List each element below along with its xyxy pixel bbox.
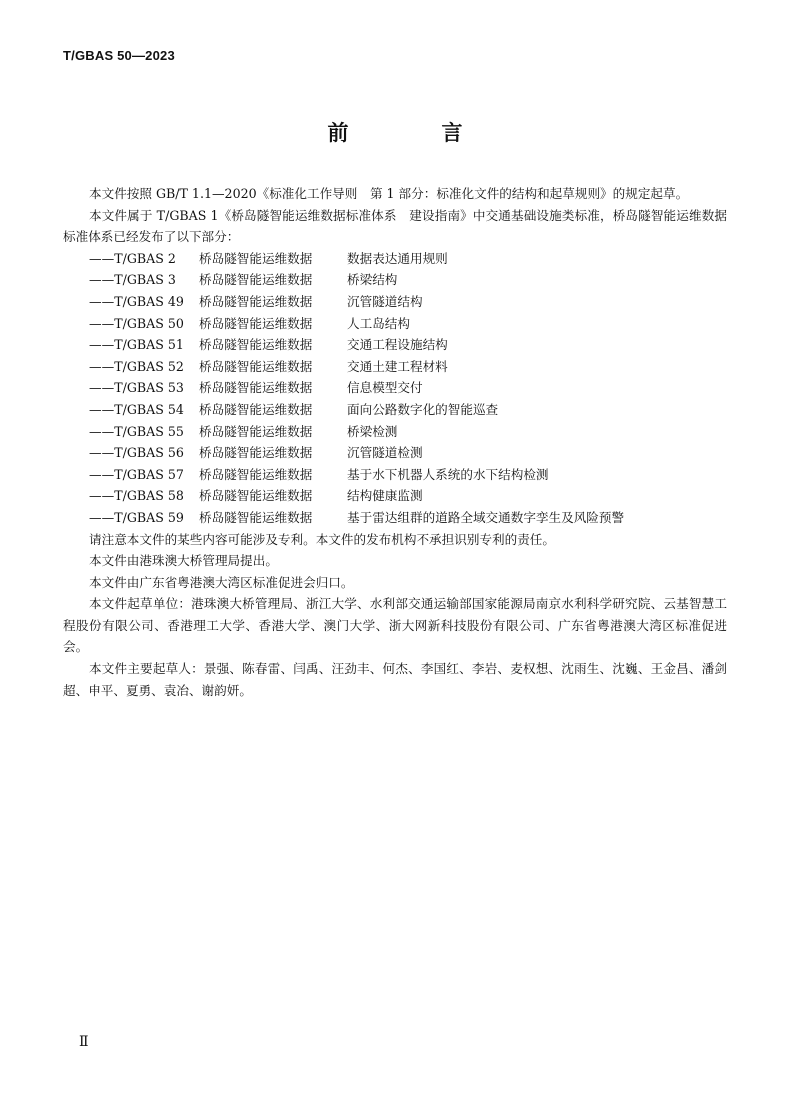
standard-code: ——T/GBAS 2 xyxy=(89,250,176,266)
standard-series: 桥岛隧智能运维数据 xyxy=(199,250,313,266)
standard-series: 桥岛隧智能运维数据 xyxy=(199,315,313,331)
list-item xyxy=(63,485,727,507)
standard-code: ——T/GBAS 59 xyxy=(89,509,184,525)
standard-code: ——T/GBAS 50 xyxy=(89,315,184,331)
list-item xyxy=(63,334,727,356)
document-body xyxy=(63,183,727,701)
standard-title: 结构健康监测 xyxy=(347,488,423,504)
paragraph: 本文件按照 GB/T 1.1—2020《标准化工作导则 第 1 部分：标准化文件的结构和起草规则》的规定起草。 xyxy=(89,186,689,201)
standard-code: ——T/GBAS 53 xyxy=(89,380,184,396)
list-item xyxy=(63,442,727,464)
standard-code: ——T/GBAS 58 xyxy=(89,488,184,504)
standard-code: ——T/GBAS 55 xyxy=(89,423,184,439)
administrator-statement: 本文件由广东省粤港澳大湾区标准促进会归口。 xyxy=(89,574,354,590)
standard-series: 桥岛隧智能运维数据 xyxy=(199,401,313,417)
standard-title: 基于水下机器人系统的水下结构检测 xyxy=(347,466,549,482)
standard-title: 桥梁结构 xyxy=(347,272,398,288)
list-item xyxy=(63,464,727,486)
standard-title: 信息模型交付 xyxy=(347,380,423,396)
standard-code: ——T/GBAS 52 xyxy=(89,358,184,374)
list-item xyxy=(63,507,727,529)
standard-code: ——T/GBAS 49 xyxy=(89,293,184,309)
standard-code: ——T/GBAS 3 xyxy=(89,272,176,288)
standard-title: 数据表达通用规则 xyxy=(347,250,448,266)
standard-title: 交通工程设施结构 xyxy=(347,337,448,353)
standard-title: 人工岛结构 xyxy=(347,315,410,331)
list-item xyxy=(63,291,727,313)
standards-list xyxy=(63,248,727,529)
patent-notice: 请注意本文件的某些内容可能涉及专利。本文件的发布机构不承担识别专利的责任。 xyxy=(89,531,555,547)
standard-code: ——T/GBAS 56 xyxy=(89,445,184,461)
list-item xyxy=(63,269,727,291)
standard-code: ——T/GBAS 51 xyxy=(89,337,184,353)
standard-series: 桥岛隧智能运维数据 xyxy=(199,466,313,482)
list-item xyxy=(63,313,727,335)
paragraph: 本文件属于 T/GBAS 1《桥岛隧智能运维数据标准体系 建设指南》中交通基础设施类标准，桥岛隧智能运维数据标准体系已经发布了以下部分： xyxy=(63,207,727,245)
document-code: T/GBAS 50—2023 xyxy=(63,48,175,63)
drafting-units: 本文件起草单位：港珠澳大桥管理局、浙江大学、水利部交通运输部国家能源局南京水利科学研究院、云基智慧工程股份有限公司、香港理工大学、香港大学、澳门大学、浙大网新科技股份有限公司、广东省粤港澳大湾区标准促进会。 xyxy=(63,596,727,655)
list-item xyxy=(63,356,727,378)
standard-series: 桥岛隧智能运维数据 xyxy=(199,423,313,439)
standard-title: 交通土建工程材料 xyxy=(347,358,448,374)
drafters: 本文件主要起草人：景强、陈春雷、闫禹、汪劲丰、何杰、李国红、李岩、麦权想、沈雨生、沈巍、王金昌、潘剑超、申平、夏勇、袁冶、谢韵妍。 xyxy=(63,661,727,698)
page-title: 前 言 xyxy=(327,121,499,145)
standard-title: 面向公路数字化的智能巡查 xyxy=(347,401,499,417)
standard-series: 桥岛隧智能运维数据 xyxy=(199,509,313,525)
standard-code: ——T/GBAS 54 xyxy=(89,401,184,417)
list-item xyxy=(63,377,727,399)
proposer-statement: 本文件由港珠澳大桥管理局提出。 xyxy=(89,553,278,569)
standard-title: 沉管隧道结构 xyxy=(347,293,423,309)
standard-code: ——T/GBAS 57 xyxy=(89,466,184,482)
standard-title: 桥梁检测 xyxy=(347,423,398,439)
standard-series: 桥岛隧智能运维数据 xyxy=(199,445,313,461)
standard-series: 桥岛隧智能运维数据 xyxy=(199,358,313,374)
standard-series: 桥岛隧智能运维数据 xyxy=(199,488,313,504)
standard-series: 桥岛隧智能运维数据 xyxy=(199,337,313,353)
list-item xyxy=(63,248,727,270)
list-item xyxy=(63,399,727,421)
standard-series: 桥岛隧智能运维数据 xyxy=(199,380,313,396)
standard-title: 基于雷达组群的道路全域交通数字孪生及风险预警 xyxy=(347,509,625,525)
standard-series: 桥岛隧智能运维数据 xyxy=(199,293,313,309)
standard-series: 桥岛隧智能运维数据 xyxy=(199,272,313,288)
list-item xyxy=(63,421,727,443)
page-number: Ⅱ xyxy=(79,1034,89,1050)
standard-title: 沉管隧道检测 xyxy=(347,445,423,461)
